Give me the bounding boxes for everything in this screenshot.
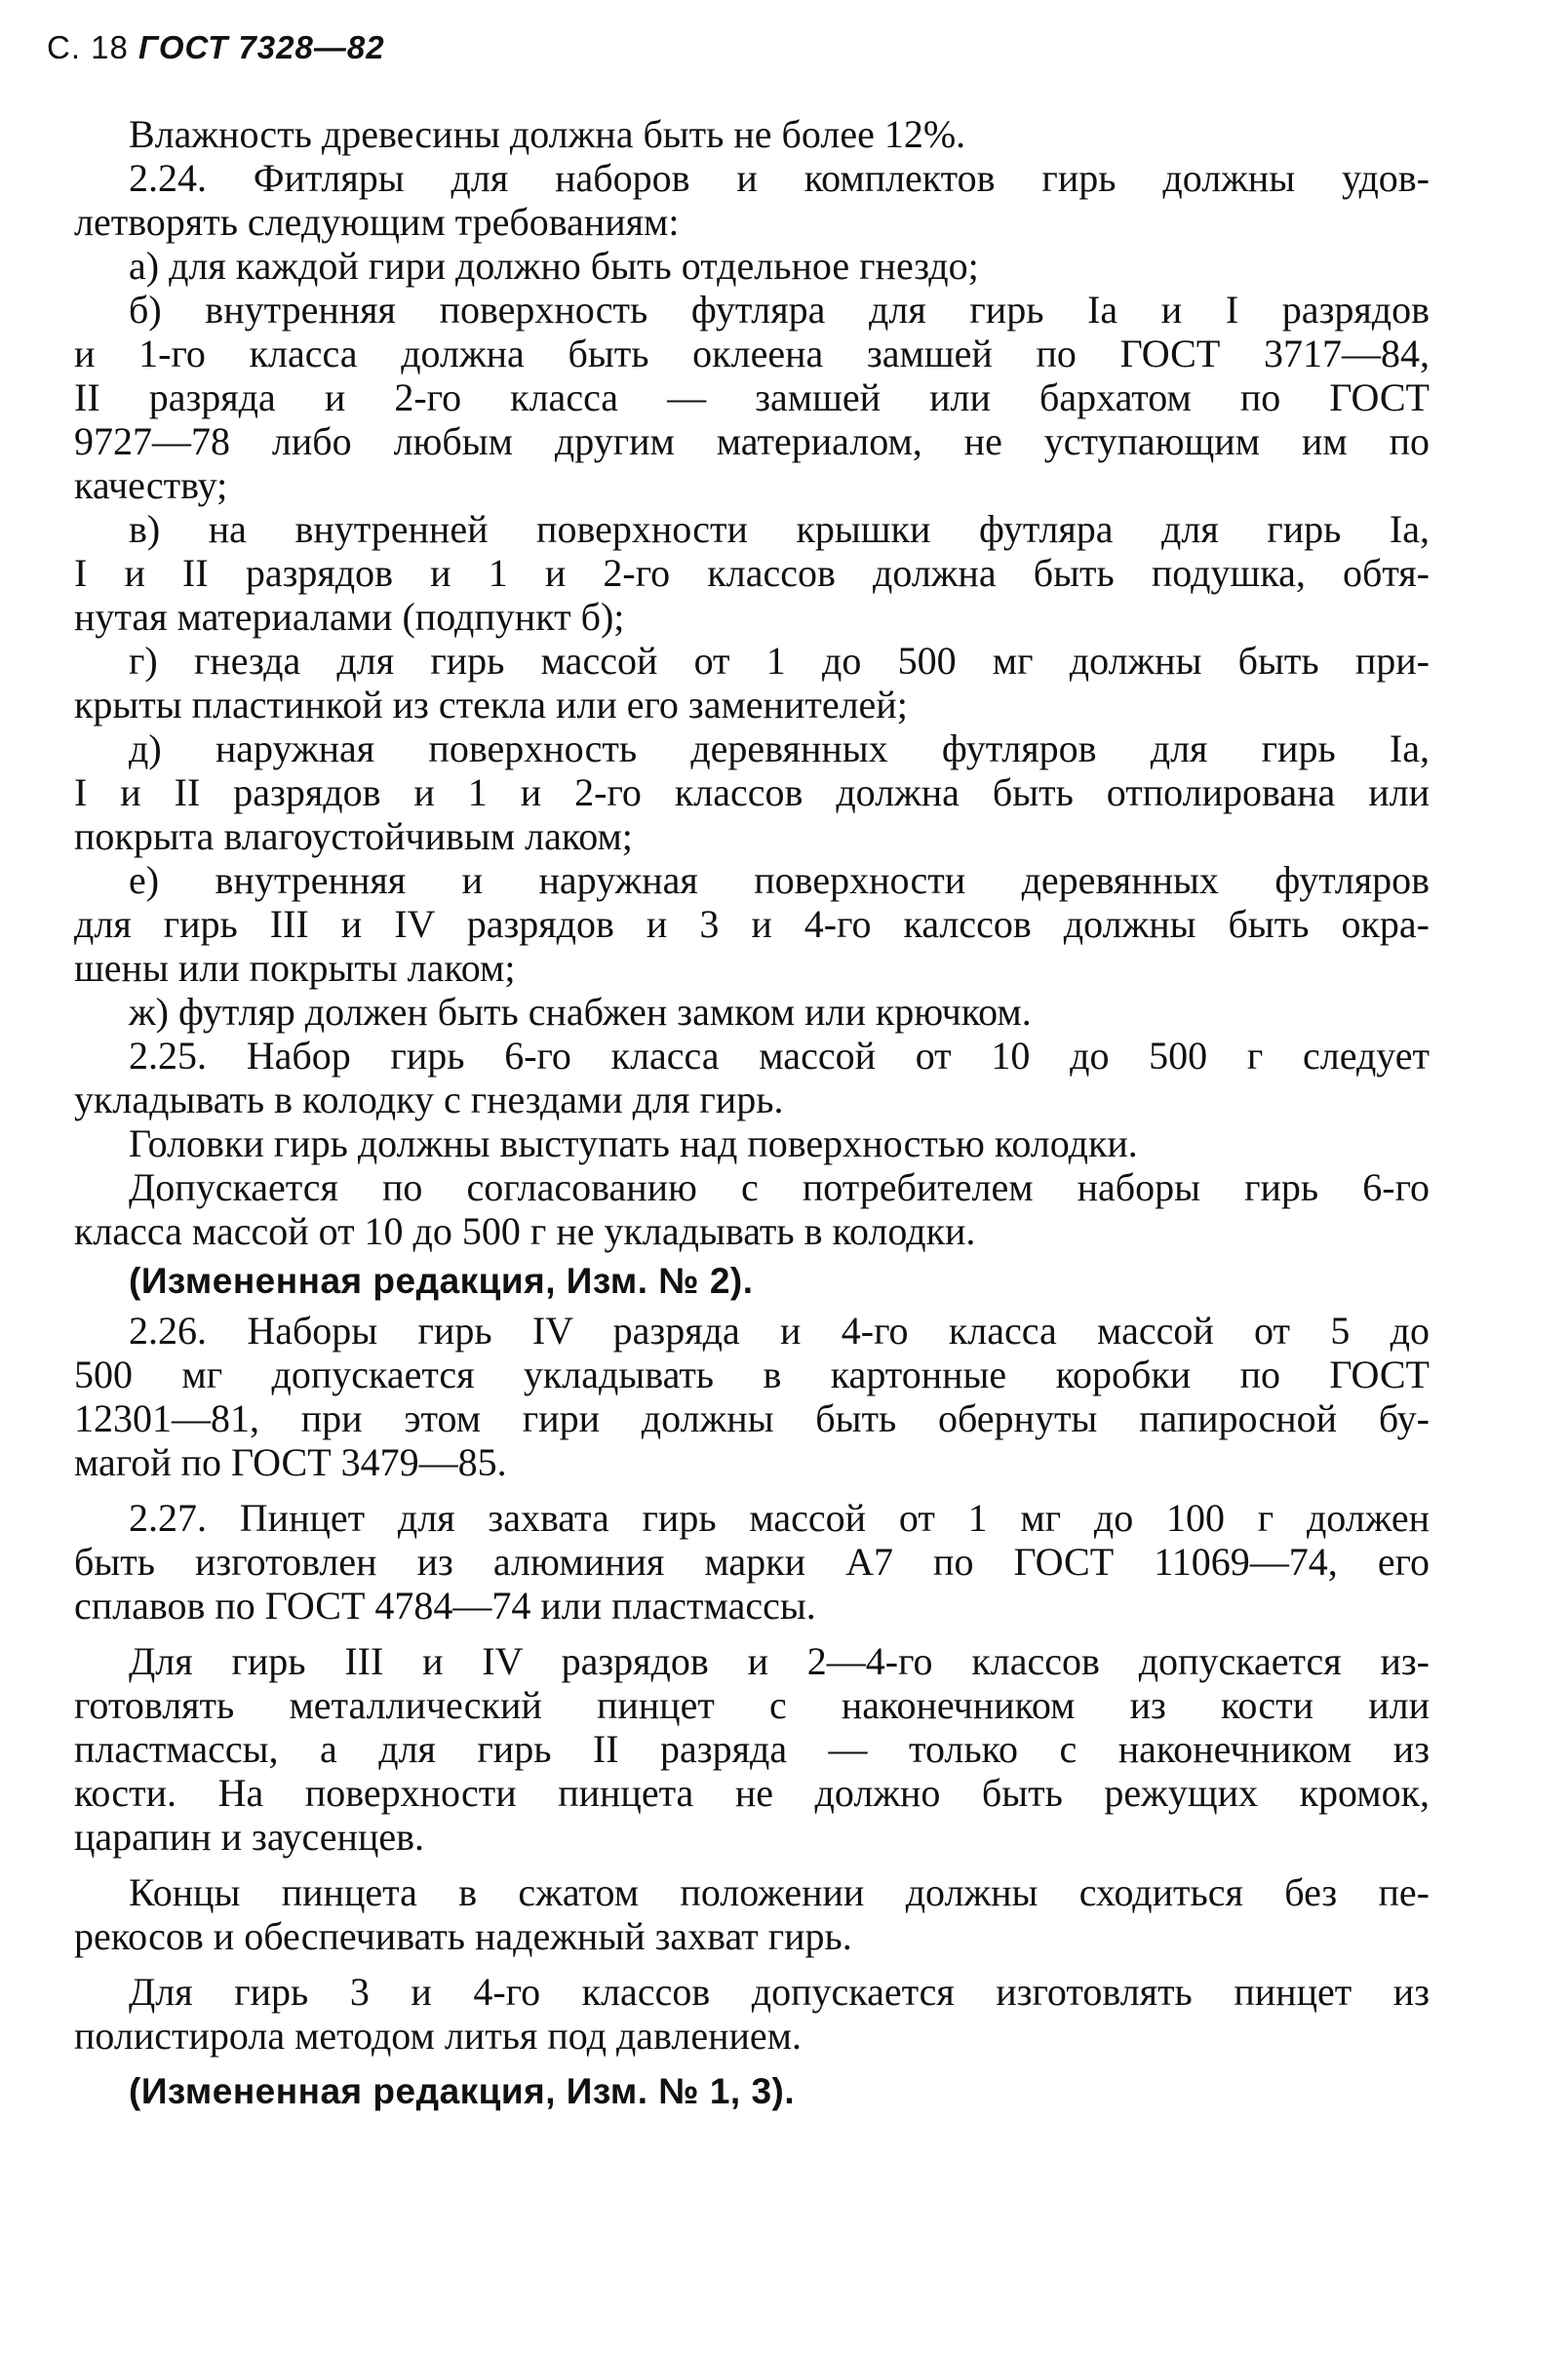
text-line: быть изготовлен из алюминия марки А7 по ГОСТ 11069—74, его <box>74 1540 1430 1584</box>
list-item-d: д) наружная поверхность деревянных футляров для гирь Iа, <box>129 726 1430 770</box>
section-2-27-line: 2.27. Пинцет для захвата гирь массой от 1 мг до 100 г должен <box>129 1496 1430 1540</box>
text-line: магой по ГОСТ 3479—85. <box>74 1440 507 1484</box>
list-item-b: б) внутренняя поверхность футляра для гирь Iа и I разрядов <box>129 288 1430 332</box>
text-line: для гирь III и IV разрядов и 3 и 4-го калссов должны быть окра- <box>74 902 1430 946</box>
text-line: 9727—78 либо любым другим материалом, не уступающим им по <box>74 419 1430 463</box>
standard-code: ГОСТ 7328—82 <box>138 29 385 65</box>
list-item-v: в) на внутренней поверхности крышки футляра для гирь Iа, <box>129 507 1430 551</box>
text-line: I и II разрядов и 1 и 2-го классов должна быть подушка, обтя- <box>74 551 1430 595</box>
text-line: царапин и заусенцев. <box>74 1815 424 1859</box>
text-line: нутая материалами (подпункт б); <box>74 595 625 639</box>
text-line: Головки гирь должны выступать над поверхностью колодки. <box>129 1121 1138 1165</box>
list-item-a: а) для каждой гири должно быть отдельное гнездо; <box>129 244 979 288</box>
text-line: сплавов по ГОСТ 4784—74 или пластмассы. <box>74 1584 816 1628</box>
text-line: и 1-го класса должна быть оклеена замшей по ГОСТ 3717—84, <box>74 332 1430 375</box>
page-number: С. 18 <box>47 29 129 65</box>
text-line: шены или покрыты лаком; <box>74 946 516 990</box>
text-line: пластмассы, а для гирь II разряда — только с наконечником из <box>74 1727 1430 1771</box>
page-header <box>47 29 385 66</box>
text-line: кости. На поверхности пинцета не должно быть режущих кромок, <box>74 1771 1430 1815</box>
text-line: класса массой от 10 до 500 г не укладывать в колодки. <box>74 1209 976 1253</box>
list-item-zh: ж) футляр должен быть снабжен замком или крючком. <box>129 990 1032 1034</box>
text-line: II разряда и 2-го класса — замшей или бархатом по ГОСТ <box>74 375 1430 419</box>
text-line: Для гирь 3 и 4-го классов допускается изготовлять пинцет из <box>129 1970 1430 2014</box>
text-line: крыты пластинкой из стекла или его заменителей; <box>74 683 908 726</box>
text-line: Для гирь III и IV разрядов и 2—4-го классов допускается из- <box>129 1639 1430 1683</box>
text-line: укладывать в колодку с гнездами для гирь. <box>74 1078 784 1121</box>
text-line: Концы пинцета в сжатом положении должны сходиться без пе- <box>129 1870 1430 1914</box>
list-item-e: е) внутренняя и наружная поверхности деревянных футляров <box>129 858 1430 902</box>
list-item-g: г) гнезда для гирь массой от 1 до 500 мг должны быть при- <box>129 639 1430 683</box>
text-line: покрыта влагоустойчивым лаком; <box>74 814 633 858</box>
amendment-note: (Измененная редакция, Изм. № 1, 3). <box>129 2071 796 2111</box>
amendment-note: (Измененная редакция, Изм. № 2). <box>129 1261 754 1301</box>
text-line: Допускается по согласованию с потребителем наборы гирь 6-го <box>129 1165 1430 1209</box>
text-line: летворять следующим требованиям: <box>74 200 680 244</box>
text-line: 12301—81, при этом гири должны быть обернуты папиросной бу- <box>74 1396 1430 1440</box>
text-line: I и II разрядов и 1 и 2-го классов должна быть отполирована или <box>74 770 1430 814</box>
text-line: готовлять металлический пинцет с наконечником из кости или <box>74 1683 1430 1727</box>
text-line: Влажность древесины должна быть не более 12%. <box>129 112 966 156</box>
document-body <box>74 112 1430 2113</box>
text-line: полистирола методом литья под давлением. <box>74 2014 802 2058</box>
text-line: 500 мг допускается укладывать в картонные коробки по ГОСТ <box>74 1353 1430 1396</box>
text-line: качеству; <box>74 463 228 507</box>
text-line: рекосов и обеспечивать надежный захват гирь. <box>74 1914 852 1958</box>
section-2-26-line: 2.26. Наборы гирь IV разряда и 4-го класса массой от 5 до <box>129 1309 1430 1353</box>
section-2-25-line: 2.25. Набор гирь 6-го класса массой от 10 до 500 г следует <box>129 1034 1430 1078</box>
section-2-24-line: 2.24. Фитляры для наборов и комплектов гирь должны удов- <box>129 156 1430 200</box>
